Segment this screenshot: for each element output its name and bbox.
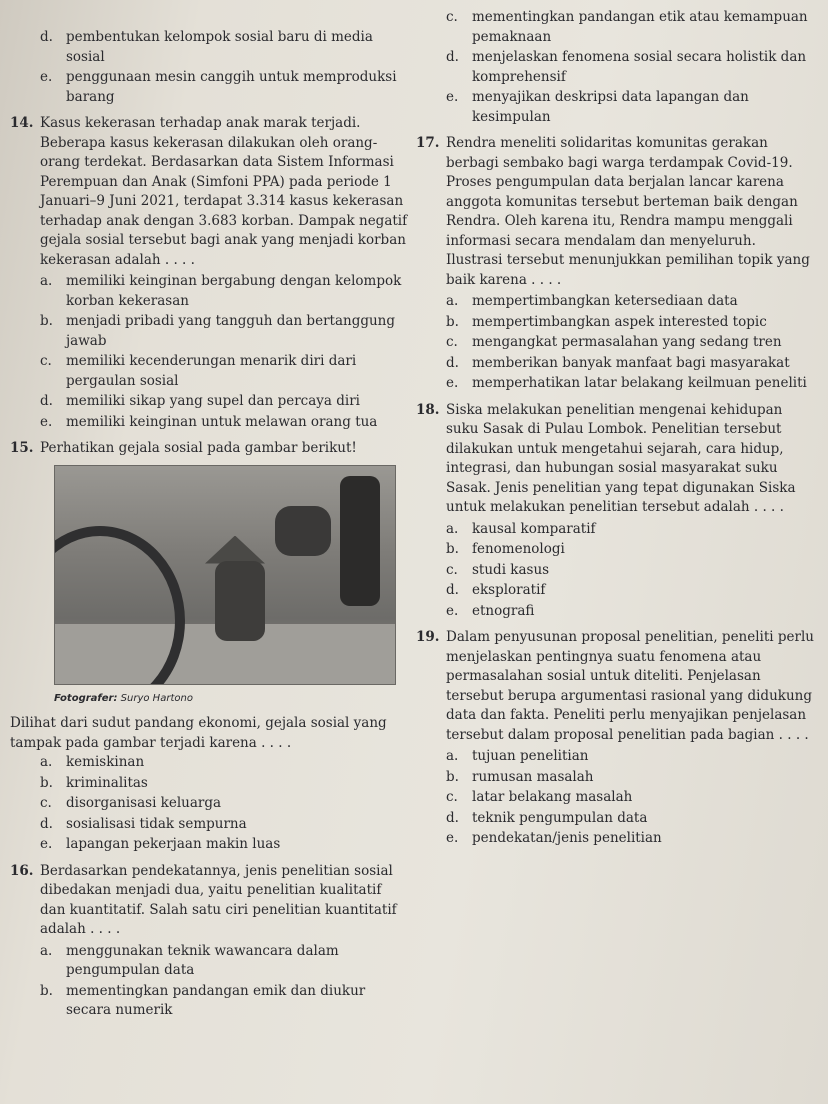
option: d. memberikan banyak manfaat bagi masyarakat <box>446 354 790 371</box>
question-number: 19. <box>416 629 440 645</box>
option: b. rumusan masalah <box>446 768 594 785</box>
q15-options <box>40 753 410 855</box>
street-vendor-photo <box>54 465 396 685</box>
question-number: 17. <box>416 135 440 151</box>
option: d. eksploratif <box>446 582 546 598</box>
option: e. etnografi <box>446 602 535 619</box>
left-column <box>10 28 410 1022</box>
q18-options <box>446 520 816 622</box>
photo-caption: Fotografer: Suryo Hartono <box>54 692 193 704</box>
question-18 <box>416 401 816 518</box>
option: d. menjelaskan fenomena sosial secara holistik dan komprehensif <box>446 49 807 85</box>
option: a. tujuan penelitian <box>446 748 589 764</box>
question-number: 16. <box>10 862 34 879</box>
q17-options <box>446 292 816 394</box>
option: b. kriminalitas <box>40 774 148 791</box>
option: a. menggunakan teknik wawancara dalam pengumpulan data <box>40 942 339 978</box>
q13-options-tail <box>40 28 410 107</box>
option: c. studi kasus <box>446 561 550 578</box>
option: e. pendekatan/jenis penelitian <box>446 830 662 846</box>
question-16 <box>10 862 410 940</box>
option: e. penggunaan mesin canggih untuk memproduksi barang <box>40 69 397 105</box>
right-column <box>416 8 816 850</box>
question-17 <box>416 134 816 290</box>
question-14 <box>10 114 410 270</box>
option: a. mempertimbangkan ketersediaan data <box>446 293 738 309</box>
option: b. mementingkan pandangan emik dan diukur secara numerik <box>40 982 366 1018</box>
option: d. sosialisasi tidak sempurna <box>40 815 247 832</box>
option: a. kemiskinan <box>40 754 145 770</box>
q19-options <box>446 747 816 849</box>
question-number: 14. <box>10 115 34 131</box>
question-15 <box>10 439 410 459</box>
option: a. memiliki keinginan bergabung dengan kelompok korban kekerasan <box>40 273 402 309</box>
question-19 <box>416 628 816 745</box>
pedestrian-shape <box>340 476 380 606</box>
question-text: Dalam penyusunan proposal penelitian, peneliti perlu menjelaskan pentingnya suatu fenomena atau permasalahan sosial untuk diteliti. Penjelasan tersebut berupa argumentasi rasional yang didukung data dan fakta. Peneliti perlu menyajikan penjelasan tersebut dalam proposal penelitian pada bagian . . . . <box>446 629 815 743</box>
q16-options <box>40 942 410 1021</box>
motorcycle-shape <box>275 506 331 556</box>
question-text: Kasus kekerasan terhadap anak marak terjadi. Beberapa kasus kekerasan dilakukan oleh orang-orang terdekat. Berdasarkan data Sistem Informasi Perempuan dan Anak (Simfoni PPA) pada periode 1 Januari–9 Juni 2021, terdapat 3.314 kasus kekerasan terhadap anak dengan 3.683 korban. Dampak negatif gejala sosial tersebut bagi anak yang menjadi korban kekerasan adalah . . . . <box>40 115 408 268</box>
option: c. mengangkat permasalahan yang sedang tren <box>446 334 782 350</box>
question-15-stem: Dilihat dari sudut pandang ekonomi, gejala sosial yang tampak pada gambar terjadi karena . . . . <box>10 715 387 751</box>
option: b. menjadi pribadi yang tangguh dan bertanggung jawab <box>40 313 396 349</box>
option: e. menyajikan deskripsi data lapangan dan kesimpulan <box>446 89 749 125</box>
question-number: 18. <box>416 401 440 418</box>
option: e. memiliki keinginan untuk melawan orang tua <box>40 413 378 430</box>
question-text: Perhatikan gejala sosial pada gambar berikut! <box>40 440 357 456</box>
option: c. memiliki kecenderungan menarik diri dari pergaulan sosial <box>40 353 357 389</box>
question-number: 15. <box>10 440 34 456</box>
cart-wheel-shape <box>54 526 185 685</box>
option: e. memperhatikan latar belakang keilmuan peneliti <box>446 375 807 391</box>
option: b. mempertimbangkan aspek interested topic <box>446 313 767 330</box>
option: e. lapangan pekerjaan makin luas <box>40 836 281 852</box>
option: b. fenomenologi <box>446 541 565 557</box>
question-text: Berdasarkan pendekatannya, jenis penelitian sosial dibedakan menjadi dua, yaitu penelitian kualitatif dan kuantitatif. Salah satu ciri penelitian kuantitatif adalah . . . . <box>40 862 397 937</box>
question-text: Siska melakukan penelitian mengenai kehidupan suku Sasak di Pulau Lombok. Penelitian tersebut dilakukan untuk mengetahui sejarah, cara hidup, integrasi, dan hubungan sosial masyarakat suku Sasak. Jenis penelitian yang tepat digunakan Siska untuk melakukan penelitian tersebut adalah . . . . <box>446 401 796 515</box>
question-text: Rendra meneliti solidaritas komunitas gerakan berbagi sembako bagi warga terdampak Covid-19. Proses pengumpulan data berjalan lancar karena anggota komunitas tersebut berteman baik dengan Rendra. Oleh karena itu, Rendra mampu menggali informasi secara mendalam dan menyeluruh. Ilustrasi tersebut menunjukkan pemilihan topik yang baik karena . . . . <box>446 135 810 288</box>
option: d. memiliki sikap yang supel dan percaya diri <box>40 393 360 409</box>
vendor-hat-shape <box>205 536 265 564</box>
option: d. teknik pengumpulan data <box>446 809 648 826</box>
q16-options-tail <box>446 8 816 127</box>
option: c. disorganisasi keluarga <box>40 795 222 811</box>
q14-options <box>40 272 410 432</box>
vendor-figure-shape <box>215 561 265 641</box>
option: c. latar belakang masalah <box>446 789 633 805</box>
option: d. pembentukan kelompok sosial baru di media sosial <box>40 29 373 65</box>
option: c. mementingkan pandangan etik atau kemampuan pemaknaan <box>446 9 808 45</box>
option: a. kausal komparatif <box>446 520 596 537</box>
